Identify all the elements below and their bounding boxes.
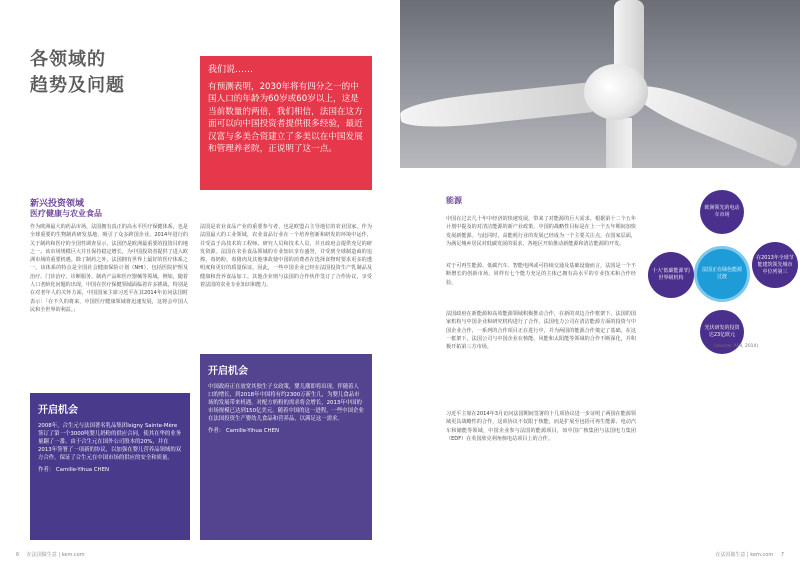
opportunity-title: 开启机会: [38, 405, 78, 416]
opportunity-author: 作者： Camille-Yihua CHEN: [38, 467, 110, 473]
diagram-bubble-right: 在2013年全球节能建筑领先城市中位列第三: [752, 242, 798, 288]
body-column-2: 法国是农业食品产业的重要参与者，也是欧盟占主导地位的农业国家。作为法国最大的工业领域，农业食品行业在一个培养创新和研发的环境中运作，并受益于高技术的工程师、研究人员和技术人员，并且政府会提供充足的研发资源。法国在农业食品领域的专业知识享有盛誉，并受到全球制造商的追捧。毒奶粉、毒猪肉及其他事故使中国的消费者在选择食物时要求更多的透明度和更好的质量保证。因此，一些中国企业已经在法国投资生产乳制品及健康和营养食品加工。其他企业则与法国的合作伙伴签订了合作协议，享受着法国的农业专业知识和能力。: [200, 224, 372, 289]
diagram-bubble-left: 十大'低碳能源'的世界级机构: [648, 252, 694, 298]
page-number: 6: [16, 552, 20, 558]
right-page: [400, 0, 800, 566]
page-title: [30, 47, 125, 99]
quote-head: 我们说……: [208, 65, 254, 75]
page-number: 7: [780, 552, 784, 558]
diagram-bubble-top: 欧洲领先的电动车市场: [700, 190, 744, 234]
quote-box: [200, 56, 372, 190]
section-tag: 新兴投资领域: [30, 199, 85, 209]
energy-paragraph-2: 对于可再生能源、低碳汽车、智能电网或可持续交通及基础设施而言，法国是一个不断增长的创新市场，同样有七个能力充足的主体已拥有高水平的专业技术和合作经验。: [446, 263, 636, 286]
opportunity-body: 2008年，合生元与法国著名乳品集团Isigny Sainte-Mère签订了第一个3000吨婴儿奶粉的供应合同，使其在华的业务量翻了一番。由于合生元在国外公司股本的20%，并在2013年签署了一项新的协议，以加强在婴儿营养品领域的双方合作，保证了合生元在中国市场的供应的安全和质量。: [38, 423, 182, 461]
opportunity-author: 作者： Camille-Yihua CHEN: [208, 428, 280, 434]
turbine-tower: [606, 118, 632, 168]
section-tag-energy: 能源: [446, 196, 462, 205]
footer-text: 在法国做生意 | kem.com: [26, 552, 85, 558]
opportunity-body: 中国政府正在放宽其独生子女政策，婴儿潮即将出现。伴随着人口的增长，到2018年中国将有约2300万新生儿，为婴儿食品市场的发展带来机遇。对配方奶粉的需求将会增长，2013年中国的市场规模已达到150亿美元。随着中国的这一进程，一些中国企业在法国投资生产婴幼儿食品和营养品，以满足这一需求。: [208, 384, 364, 422]
quote-body: 有预测表明，2030年将有四分之一的中国人口的年龄为60岁或60岁以上，这是当前数量的两倍，我们相信，法国在这方面可以向中国投资者提供很多经验，最近汉富与多美合资建立了多美以在中国发展和管理养老院，正说明了这一点。: [208, 82, 363, 155]
turbine-hub: [584, 64, 648, 120]
turbine-blade: [400, 82, 597, 132]
diagram-bubble-bottom: 光伏研发的投资达23亿欧元: [700, 310, 744, 354]
footer-left: [16, 551, 85, 558]
footer-right: [715, 551, 784, 558]
body-column-1: 作为欧洲最大的药品市场，法国拥有真正的高水平医疗保健体系，也是全球重要的生物制药研发基地，吸引了众多跨国企业。2014年进行的关于制药和医疗的全国性调查显示，法国仍是欧洲最重要的投资目的地之一。该市场规模巨大并且保持稳定增长，为中国投资者提供了进入欧洲市场的重要机遇。除了制药之外，法国拥有世界上最好的医疗体系之一。该体系的特点是全国社会健康保险计划（NHI），包括医院护理及治疗、门诊治疗、诊断服务、制药产品和医疗器械等领域。例如，随着人口老龄化问题的出现，中国在医疗保健领域面临着许多挑战，特别是在对老年人的关怀方面，中国国家主席习近平在其2014年访问法国时表示：「在不久的将来，中国医疗健康领域将迅速发展，这将会中国人民和全世界的利益。」: [30, 224, 188, 313]
diagram-source: (source: APII, 2014): [714, 344, 759, 349]
section-subtitle: 医疗健康与农业食品: [30, 209, 102, 218]
turbine-blade: [632, 78, 799, 168]
energy-paragraph-1: 中国在过去几十年中经济的快速发展，带来了对能源的巨大需求。根据第十二个五年计划中提及的对清洁能源的新产业政策，中国的战略性目标是在上一个五年期间加快发展新能源。与此同时，高能耗行业的发展已经成为一个主要关注点，在国家层面，为满足城乡居民对低碳发展的需求，各地区开始推动新能源和清洁能源的开发。: [446, 216, 636, 247]
title-line-1: 各领域的: [30, 49, 106, 70]
opportunity-title: 开启机会: [208, 366, 248, 377]
energy-paragraph-3: 法国政府在新能源和高效能源领域积极推动合作，在新的双边合作框架下，法国的国家机构与中国企业和研究机构进行了合作。法国电力公司在清洁能源方面的投资与中国企业合作，一系列的合作项目正在进行中，并为两国的能源合作奠定了基础。在这一框架下，法国公司与中国企业在核能、风能和太阳能等领域的合作不断深化，并积极开拓第三方市场。: [446, 311, 636, 351]
diagram-bubble-center: 法国正在绿色能源过渡: [694, 246, 750, 302]
opportunity-box-middle: [200, 354, 372, 540]
wind-turbine-photo: [400, 0, 800, 168]
footer-text: 在法国做生意 | kem.com: [715, 552, 774, 558]
energy-diagram: [648, 190, 798, 360]
title-line-2: 趋势及问题: [30, 75, 125, 96]
energy-paragraph-4: 习近平主席在2014年3月访问法国期间签署的十几项协议进一步证明了两国在能源领域更具战略性的合作，这项协议不仅限于核能，而是扩展至包括可再生能源、电动汽车和储能等领域，中国企业参与法国的能源项目，如中国广核集团与法国电力集团（EDF）在英国欣克利角核电站项目上的合作。: [446, 411, 636, 442]
opportunity-box-left: [30, 393, 190, 540]
